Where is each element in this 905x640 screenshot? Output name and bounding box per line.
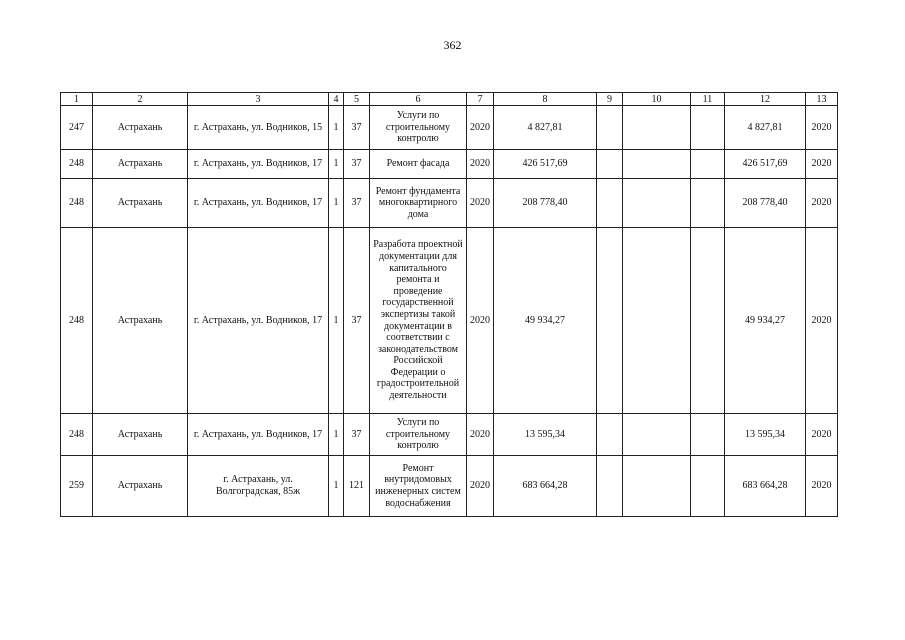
header-cell: 9: [597, 93, 623, 106]
header-cell: 10: [623, 93, 691, 106]
header-row: [61, 93, 838, 106]
year-cell: 2020: [467, 228, 494, 414]
end-year-cell: 2020: [806, 150, 838, 179]
header-cell: 2: [93, 93, 188, 106]
header-cell: 1: [61, 93, 93, 106]
col4-cell: 1: [329, 456, 344, 517]
city-cell: Астрахань: [93, 179, 188, 228]
col5-cell: 121: [344, 456, 370, 517]
row-number-cell: 248: [61, 228, 93, 414]
col11-cell: [691, 179, 725, 228]
col4-cell: 1: [329, 106, 344, 150]
table-row: [61, 106, 838, 150]
table-row: [61, 150, 838, 179]
address-cell: г. Астрахань, ул. Водников, 17: [188, 179, 329, 228]
year-cell: 2020: [467, 414, 494, 456]
end-year-cell: 2020: [806, 228, 838, 414]
col5-cell: 37: [344, 106, 370, 150]
work-type-cell: Ремонт внутридомовых инженерных систем водоснабжения: [370, 456, 467, 517]
amount-cell: 49 934,27: [494, 228, 597, 414]
city-cell: Астрахань: [93, 228, 188, 414]
city-cell: Астрахань: [93, 106, 188, 150]
city-cell: Астрахань: [93, 150, 188, 179]
amount-cell: 4 827,81: [494, 106, 597, 150]
col9-cell: [597, 456, 623, 517]
col4-cell: 1: [329, 228, 344, 414]
col4-cell: 1: [329, 414, 344, 456]
total-cell: 13 595,34: [725, 414, 806, 456]
row-number-cell: 259: [61, 456, 93, 517]
work-type-cell: Услуги по строительному контролю: [370, 106, 467, 150]
address-cell: г. Астрахань, ул. Водников, 17: [188, 228, 329, 414]
table-row: [61, 414, 838, 456]
col5-cell: 37: [344, 228, 370, 414]
amount-cell: 426 517,69: [494, 150, 597, 179]
header-cell: 4: [329, 93, 344, 106]
header-cell: 8: [494, 93, 597, 106]
end-year-cell: 2020: [806, 414, 838, 456]
col11-cell: [691, 228, 725, 414]
col11-cell: [691, 414, 725, 456]
table-row: [61, 228, 838, 414]
total-cell: 49 934,27: [725, 228, 806, 414]
header-cell: 3: [188, 93, 329, 106]
col10-cell: [623, 456, 691, 517]
col5-cell: 37: [344, 150, 370, 179]
amount-cell: 683 664,28: [494, 456, 597, 517]
address-cell: г. Астрахань, ул. Волгоградская, 85ж: [188, 456, 329, 517]
registry-table: [60, 92, 838, 517]
header-cell: 6: [370, 93, 467, 106]
col9-cell: [597, 228, 623, 414]
col9-cell: [597, 179, 623, 228]
amount-cell: 13 595,34: [494, 414, 597, 456]
total-cell: 683 664,28: [725, 456, 806, 517]
row-number-cell: 248: [61, 179, 93, 228]
year-cell: 2020: [467, 456, 494, 517]
header-cell: 13: [806, 93, 838, 106]
row-number-cell: 248: [61, 150, 93, 179]
col10-cell: [623, 150, 691, 179]
col9-cell: [597, 150, 623, 179]
amount-cell: 208 778,40: [494, 179, 597, 228]
year-cell: 2020: [467, 150, 494, 179]
total-cell: 208 778,40: [725, 179, 806, 228]
work-type-cell: Ремонт фасада: [370, 150, 467, 179]
page-number: 362: [443, 38, 462, 52]
col10-cell: [623, 106, 691, 150]
col5-cell: 37: [344, 179, 370, 228]
end-year-cell: 2020: [806, 456, 838, 517]
address-cell: г. Астрахань, ул. Водников, 17: [188, 414, 329, 456]
col5-cell: 37: [344, 414, 370, 456]
col4-cell: 1: [329, 179, 344, 228]
year-cell: 2020: [467, 179, 494, 228]
header-cell: 12: [725, 93, 806, 106]
city-cell: Астрахань: [93, 414, 188, 456]
address-cell: г. Астрахань, ул. Водников, 17: [188, 150, 329, 179]
row-number-cell: 248: [61, 414, 93, 456]
work-type-cell: Услуги по строительному контролю: [370, 414, 467, 456]
table-row: [61, 179, 838, 228]
col11-cell: [691, 106, 725, 150]
table-row: [61, 456, 838, 517]
work-type-cell: Разработа проектной документации для капитального ремонта и проведение государственной экспертизы такой документации в соответствии с законодательством Российской Федерации о градостроительной деятельности: [370, 228, 467, 414]
end-year-cell: 2020: [806, 106, 838, 150]
col11-cell: [691, 456, 725, 517]
address-cell: г. Астрахань, ул. Водников, 15: [188, 106, 329, 150]
year-cell: 2020: [467, 106, 494, 150]
header-cell: 11: [691, 93, 725, 106]
work-type-cell: Ремонт фундамента многоквартирного дома: [370, 179, 467, 228]
city-cell: Астрахань: [93, 456, 188, 517]
col4-cell: 1: [329, 150, 344, 179]
end-year-cell: 2020: [806, 179, 838, 228]
total-cell: 4 827,81: [725, 106, 806, 150]
header-cell: 7: [467, 93, 494, 106]
col10-cell: [623, 228, 691, 414]
col9-cell: [597, 414, 623, 456]
header-cell: 5: [344, 93, 370, 106]
table-body: [61, 106, 838, 517]
table-header: [61, 93, 838, 106]
row-number-cell: 247: [61, 106, 93, 150]
col9-cell: [597, 106, 623, 150]
col10-cell: [623, 179, 691, 228]
col10-cell: [623, 414, 691, 456]
total-cell: 426 517,69: [725, 150, 806, 179]
col11-cell: [691, 150, 725, 179]
